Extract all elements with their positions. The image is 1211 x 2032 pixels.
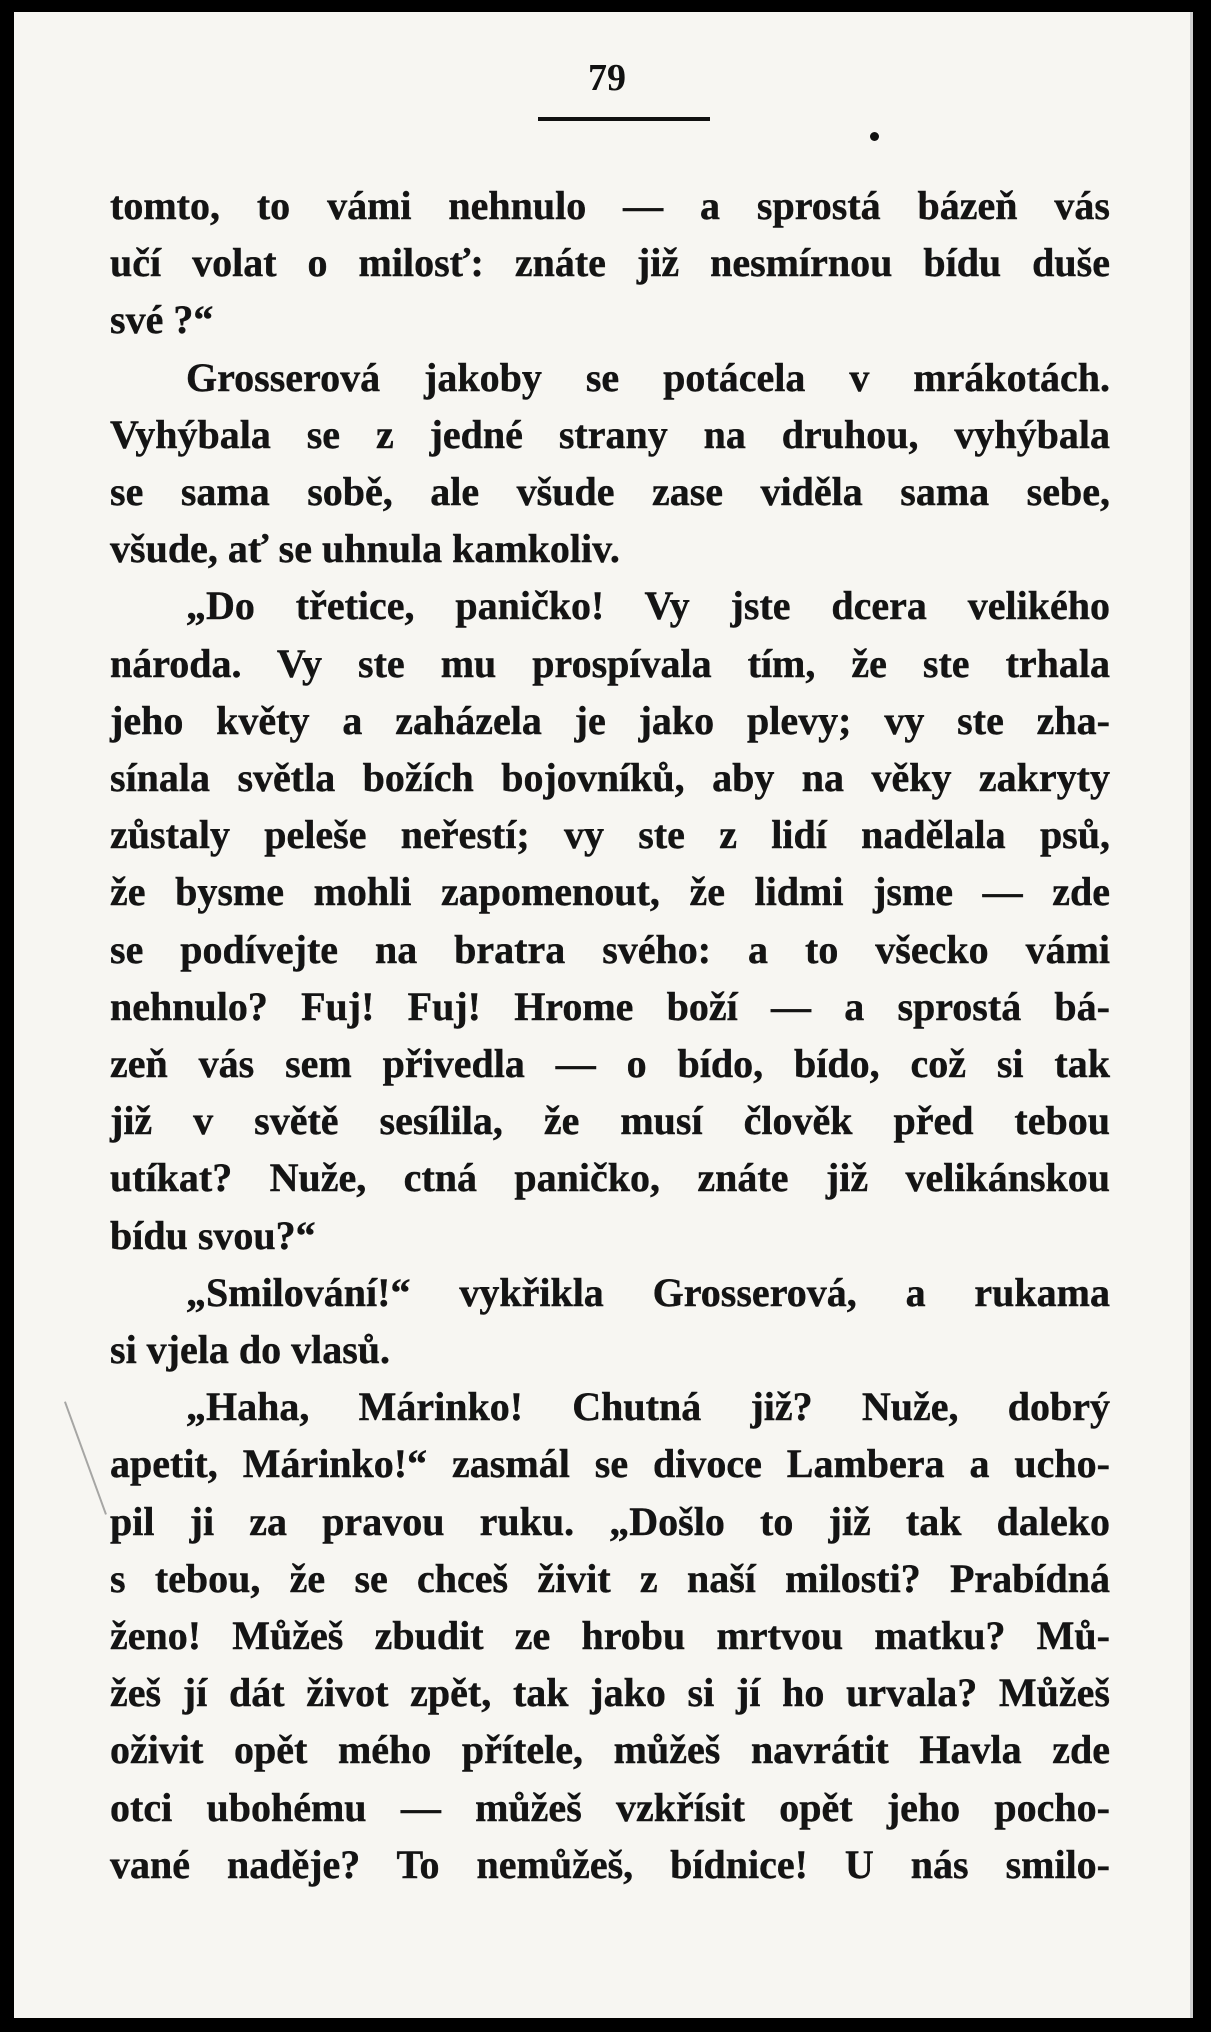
text-line: žeš jí dát život zpět, tak jako si jí ho urvala? Můžeš: [110, 1670, 1110, 1716]
book-page: [14, 12, 1193, 2018]
text-line: Grosserová jakoby se potácela v mrákotách.: [186, 354, 1110, 400]
text-line: všude, ať se uhnula kamkoliv.: [110, 526, 620, 572]
text-line: se podívejte na bratra svého: a to všecko vámi: [110, 926, 1110, 972]
text-line: oživit opět mého přítele, můžeš navrátit Havla zde: [110, 1727, 1110, 1773]
page-number-rule: [538, 117, 710, 121]
text-line: „Do třetice, paničko! Vy jste dcera velikého: [186, 583, 1110, 629]
text-line: již v světě sesílila, že musí člověk před tebou: [110, 1098, 1110, 1144]
text-line: si vjela do vlasů.: [110, 1327, 391, 1373]
text-line: zůstaly peleše neřestí; vy ste z lidí nadělala psů,: [110, 812, 1110, 858]
margin-scratch: [64, 1401, 107, 1514]
text-line: pil ji za pravou ruku. „Došlo to již tak daleko: [110, 1498, 1110, 1544]
ink-spot: [870, 132, 879, 141]
text-line: „Smilování!“ vykřikla Grosserová, a rukama: [186, 1269, 1110, 1315]
text-line: se sama sobě, ale všude zase viděla sama sebe,: [110, 469, 1110, 515]
text-line: že bysme mohli zapomenout, že lidmi jsme — zde: [110, 869, 1110, 915]
text-line: národa. Vy ste mu prospívala tím, že ste trhala: [110, 640, 1110, 686]
text-line: nehnulo? Fuj! Fuj! Hrome boží — a sprostá bá-: [110, 983, 1110, 1029]
text-line: Vyhýbala se z jedné strany na druhou, vyhýbala: [110, 411, 1110, 457]
text-line: zeň vás sem přivedla — o bído, bído, což si tak: [110, 1041, 1110, 1087]
text-line: jeho květy a zaházela je jako plevy; vy ste zha-: [110, 697, 1110, 743]
text-line: utíkat? Nuže, ctná paničko, znáte již velikánskou: [110, 1155, 1110, 1201]
text-line: ženo! Můžeš zbudit ze hrobu mrtvou matku? Mů-: [110, 1613, 1110, 1659]
text-line: bídu svou?“: [110, 1212, 316, 1258]
page-number: 79: [588, 57, 626, 99]
text-line: tomto, to vámi nehnulo — a sprostá bázeň vás: [110, 183, 1110, 228]
text-line: otci ubohému — můžeš vzkřísit opět jeho pocho-: [110, 1784, 1110, 1830]
text-line: „Haha, Márinko! Chutná již? Nuže, dobrý: [186, 1384, 1110, 1430]
text-line: své ?“: [110, 297, 214, 343]
text-line: s tebou, že se chceš živit z naší milosti? Prabídná: [110, 1555, 1110, 1601]
text-line: apetit, Márinko!“ zasmál se divoce Lambera a ucho-: [110, 1441, 1110, 1487]
text-line: vané naděje? To nemůžeš, bídnice! U nás smilo-: [110, 1841, 1110, 1887]
text-line: sínala světla božích bojovníků, aby na věky zakryty: [110, 755, 1110, 801]
text-line: učí volat o milosť: znáte již nesmírnou bídu duše: [110, 240, 1110, 286]
body-text: [110, 177, 1110, 1893]
